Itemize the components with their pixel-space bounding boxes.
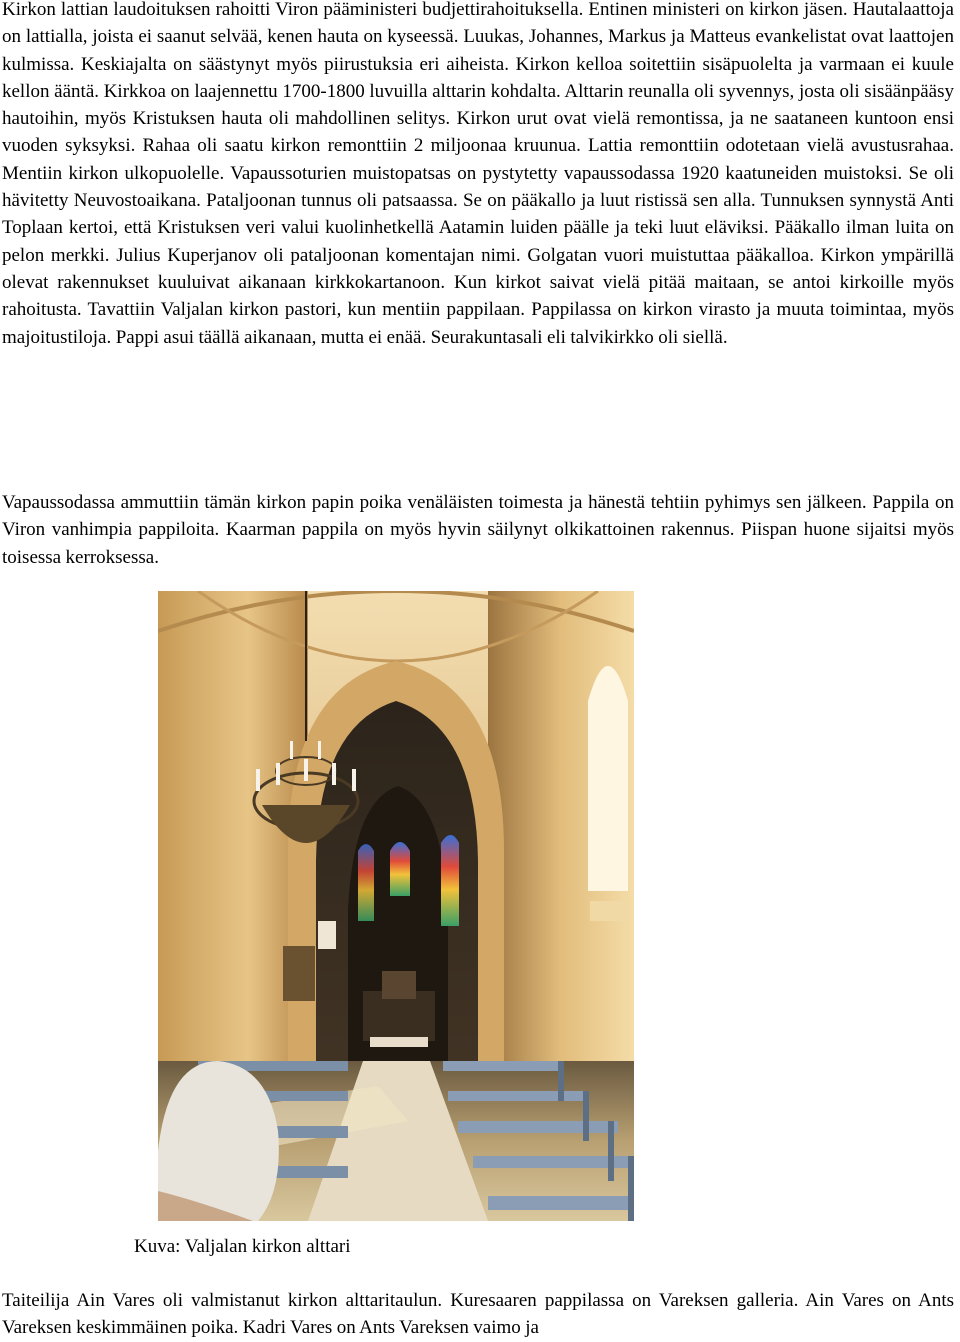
- body-paragraph: Kirkon lattian laudoituksen rahoitti Viron pääministeri budjettirahoituksella. Entinen ministeri on kirkon jäsen. Hautalaattoja on lattialla, joista ei saanut selvää, kenen hauta on kyseessä. Luukas, Johannes, Markus ja Matteus evankelistat ovat laattojen kulmissa. Keskiajalta on säästynyt myös piirustuksia eri aiheista. Kirkon kelloa soitettiin sisäpuolelta ja varmaan ei kuule kellon ääntä. Kirkkoa on laajennettu 1700-1800 luvuilla alttarin kohdalta. Alttarin reunalla oli syvennys, josta oli sisäänpääsy hautoihin, myös Kristuksen hauta oli mahdollinen selitys. Kirkon urut ovat vielä remontissa, ja ne saataneen kuntoon ensi vuoden syksyksi. Rahaa oli saatu kirkon remonttiin 2 miljoonaa kruunua. Lattia remonttiin odotetaan vielä avustusrahaa. Mentiin kirkon ulkopuolelle. Vapaussoturien muistopatsas on pystytetty vapaussodassa 1920 kaatuneiden muistoksi. Se oli hävitetty Neuvostoaikana. Pataljoonan tunnus oli patsaassa. Se on pääkallo ja luut ristissä sen alla. Tunnuksen synnystä Anti Toplaan kertoi, että Kristuksen veri valui kuolinhetkellä Aatamin luiden päälle ja teki luut eläviksi. Pääkallo ilman luita on pelon merkki. Julius Kuperjanov oli pataljoonan komentajan nimi. Golgatan vuori muistuttaa pääkalloa. Kirkon ympärillä olevat rakennukset kuuluivat aikanaan kirkkokartanoon. Kun kirkot saivat vielä pitää maitaan, se antoi kirkoille myös rahoitusta. Tavattiin Valjalan kirkon pastori, kun mentiin pappilaan. Pappilassa on kirkon virasto ja muuta toimintaa, myös majoitustiloja. Pappi asui täällä aikanaan, mutta ei enää. Seurakuntasali eli talvikirkko oli siellä.: [2, 0, 954, 348]
- church-interior-photo: [158, 591, 634, 1221]
- church-interior-illustration: [158, 591, 634, 1221]
- body-paragraph: Taiteilija Ain Vares oli valmistanut kirkon alttaritaulun. Kuresaaren pappilassa on Vareksen galleria. Ain Vares on Ants Vareksen keskimmäinen poika. Kadri Vares on Ants Vareksen vaimo ja: [2, 1290, 954, 1339]
- figure-caption: Kuva: Valjalan kirkon alttari: [134, 1236, 351, 1257]
- body-paragraph: Vapaussodassa ammuttiin tämän kirkon papin poika venäläisten toimesta ja hänestä tehtiin pyhimys sen jälkeen. Pappila on Viron vanhimpia pappiloita. Kaarman pappila on myös hyvin säilynyt olkikattoinen rakennus. Piispan huone sijaitsi myös toisessa kerroksessa.: [2, 492, 954, 568]
